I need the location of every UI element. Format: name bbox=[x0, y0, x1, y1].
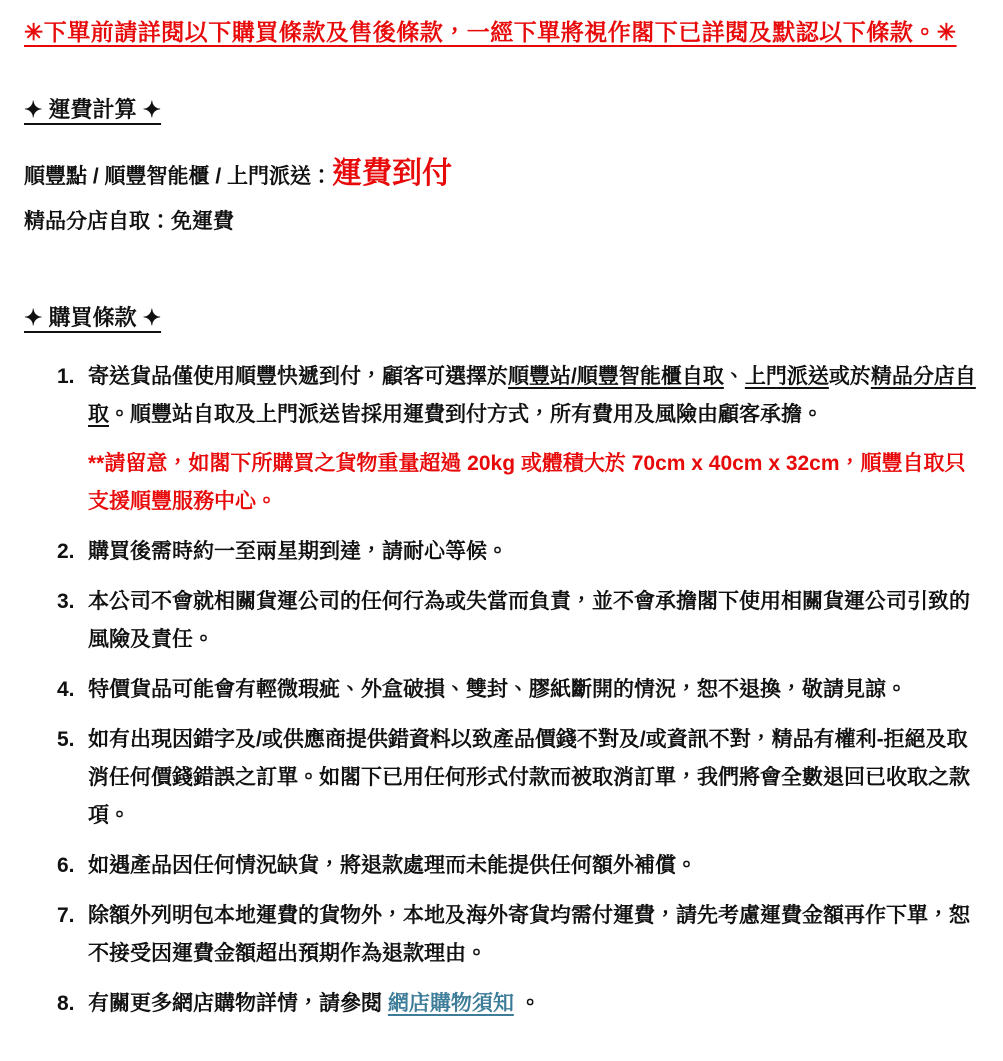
online-shopping-guide-link[interactable]: 網店購物須知 bbox=[387, 992, 514, 1015]
term-item-3 bbox=[57, 583, 981, 659]
term-number: 7. bbox=[57, 904, 75, 927]
pre-order-notice-banner: ✳下單前請詳閱以下購買條款及售後條款，一經下單將視作閣下已詳閱及默認以下條款。✳ bbox=[24, 19, 957, 45]
term-item-4 bbox=[57, 671, 981, 709]
term-item-4-text: 特價貨品可能會有輕微瑕疵、外盒破損、雙封、膠紙斷開的情況，恕不退換，敬請見諒。 bbox=[88, 678, 907, 701]
term-1-segment: 或於 bbox=[828, 365, 871, 388]
term-number: 3. bbox=[57, 590, 75, 613]
underlined-phrase-store-pickup: 精品分店自取 bbox=[88, 365, 976, 426]
shipping-methods-line bbox=[24, 154, 981, 197]
term-item-5 bbox=[57, 721, 981, 835]
term-item-2 bbox=[57, 533, 981, 571]
term-number: 6. bbox=[57, 854, 75, 877]
weight-size-warning-note: **請留意，如閣下所購買之貨物重量超過 20kg 或體積大於 70cm x 40cm x 32cm，順豐自取只支援順豐服務中心。 bbox=[88, 452, 966, 513]
term-1-segment: 寄送貨品僅使用順豐快遞到付，顧客可選擇於 bbox=[88, 365, 508, 388]
term-item-1 bbox=[57, 358, 981, 521]
underlined-phrase-home-delivery: 上門派送 bbox=[744, 365, 829, 388]
term-item-1-body bbox=[88, 358, 981, 521]
term-8-segment: 有關更多網店購物詳情，請參閱 bbox=[88, 992, 388, 1015]
term-1-segment: 。順豐站自取及上門派送皆採用運費到付方式，所有費用及風險由顧客承擔。 bbox=[109, 403, 823, 426]
term-item-7 bbox=[57, 897, 981, 973]
term-item-8 bbox=[57, 985, 981, 1023]
term-number: 4. bbox=[57, 678, 75, 701]
shipping-section-heading: ✦ 運費計算 ✦ bbox=[24, 97, 162, 122]
terms-list bbox=[57, 358, 981, 1023]
term-item-2-text: 購買後需時約一至兩星期到達，請耐心等候。 bbox=[88, 540, 508, 563]
terms-section-heading: ✦ 購買條款 ✦ bbox=[24, 305, 162, 330]
store-pickup-free-line: 精品分店自取：免運費 bbox=[24, 210, 234, 233]
term-item-7-text: 除額外列明包本地運費的貨物外，本地及海外寄貨均需付運費，請先考慮運費金額再作下單，恕不接受因運費金額超出預期作為退款理由。 bbox=[88, 904, 970, 965]
term-number: 5. bbox=[57, 728, 75, 751]
term-item-6-text: 如遇產品因任何情況缺貨，將退款處理而未能提供任何額外補償。 bbox=[88, 854, 697, 877]
term-item-1-text bbox=[88, 358, 981, 434]
term-number: 1. bbox=[57, 365, 75, 388]
term-item-5-text: 如有出現因錯字及/或供應商提供錯資料以致產品價錢不對及/或資訊不對，精品有權利-拒絕及取消任何價錢錯誤之訂單。如閣下已用任何形式付款而被取消訂單，我們將會全數退回已收取之款項。 bbox=[88, 728, 970, 827]
underlined-phrase-sf-station-locker-pickup: 順豐站/順豐智能櫃自取 bbox=[508, 365, 724, 388]
term-8-segment: 。 bbox=[513, 992, 541, 1015]
term-number: 8. bbox=[57, 992, 75, 1015]
term-item-3-text: 本公司不會就相關貨運公司的任何行為或失當而負責，並不會承擔閣下使用相關貨運公司引致的風險及責任。 bbox=[88, 590, 970, 651]
term-1-segment: 、 bbox=[723, 365, 745, 388]
shipping-methods-label: 順豐點 / 順豐智能櫃 / 上門派送： bbox=[24, 165, 333, 188]
term-number: 2. bbox=[57, 540, 75, 563]
freight-collect-highlight: 運費到付 bbox=[332, 157, 453, 190]
term-item-6 bbox=[57, 847, 981, 885]
term-item-8-text bbox=[88, 985, 981, 1023]
